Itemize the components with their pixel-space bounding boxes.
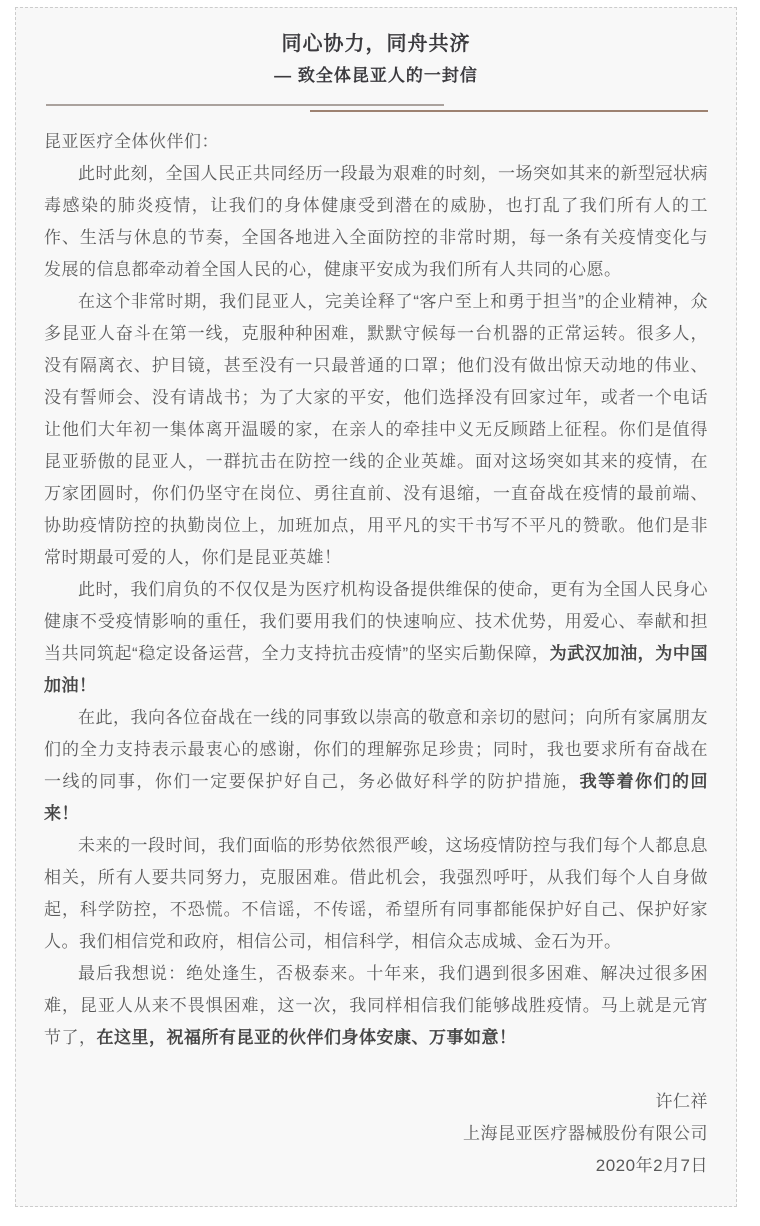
- letter-card: [15, 7, 737, 1207]
- emphasis-text: 为武汉加油，为中国加油！: [44, 644, 709, 695]
- paragraph: [44, 702, 708, 830]
- body-text: 在此，我向各位奋战在一线的同事致以崇高的敬意和亲切的慰问；向所有家属朋友们的全力支持表示最衷心的感谢，你们的理解弥足珍贵；同时，我也要求所有奋战在一线的同事，你们一定要保护好自己，务必做好科学的防护措施，: [44, 708, 708, 791]
- paragraph: [44, 574, 708, 702]
- emphasis-text: 在这里，祝福所有昆亚的伙伴们身体安康、万事如意！: [96, 1028, 517, 1047]
- letter-title: 同心协力，同舟共济: [281, 33, 471, 55]
- title-divider: [44, 104, 708, 114]
- body-text: 在这个非常时期，我们昆亚人，完美诠释了“客户至上和勇于担当”的企业精神，众多昆亚人奋斗在第一线，克服种种困难，默默守候每一台机器的正常运转。很多人，没有隔离衣、护目镜，甚至没有一只最普通的口罩；他们没有做出惊天动地的伟业、没有誓师会、没有请战书；为了大家的平安，他们选择没有回家过年，或者一个电话让他们大年初一集体离开温暖的家，在亲人的牵挂中义无反顾踏上征程。你们是值得昆亚骄傲的昆亚人，一群抗击在防控一线的企业英雄。面对这场突如其来的疫情，在万家团圆时，你们仍坚守在岗位、勇往直前、没有退缩，一直奋战在疫情的最前端、协助疫情防控的执勤岗位上，加班加点，用平凡的实干书写不平凡的赞歌。他们是非常时期最可爱的人，你们是昆亚英雄！: [44, 292, 708, 567]
- salutation: 昆亚医疗全体伙伴们：: [44, 132, 219, 151]
- divider-line-gray: [46, 104, 444, 106]
- divider-line-brown: [310, 110, 708, 112]
- signature-company: 上海昆亚医疗器械股份有限公司: [463, 1124, 708, 1143]
- body-text: 此时，我们肩负的不仅仅是为医疗机构设备提供维保的使命，更有为全国人民身心健康不受疫情影响的重任，我们要用我们的快速响应、技术优势，用爱心、奉献和担当共同筑起“稳定设备运营，全力支持抗击疫情”的坚实后勤保障，: [44, 580, 708, 663]
- body-text: 最后我想说：绝处逢生，否极泰来。十年来，我们遇到很多困难、解决过很多困难，昆亚人从来不畏惧困难，这一次，我同样相信我们能够战胜疫情。马上就是元宵节了，: [44, 964, 708, 1047]
- paragraph: [44, 158, 708, 286]
- letter-subtitle: — 致全体昆亚人的一封信: [274, 66, 478, 85]
- letter-body: [44, 158, 708, 1054]
- body-text: 此时此刻，全国人民正共同经历一段最为艰难的时刻，一场突如其来的新型冠状病毒感染的肺炎疫情，让我们的身体健康受到潜在的威胁，也打乱了我们所有人的工作、生活与休息的节奏，全国各地进入全面防控的非常时期，每一条有关疫情变化与发展的信息都牵动着全国人民的心，健康平安成为我们所有人共同的心愿。: [44, 164, 708, 279]
- signature-date: 2020年2月7日: [595, 1156, 708, 1175]
- paragraph: [44, 830, 708, 958]
- emphasis-text: 我等着你们的回来！: [44, 772, 709, 823]
- paragraph: [44, 286, 708, 574]
- signature-block: [44, 1086, 708, 1182]
- paragraph: [44, 958, 708, 1054]
- signature-name: 许仁祥: [655, 1092, 708, 1111]
- body-text: 未来的一段时间，我们面临的形势依然很严峻，这场疫情防控与我们每个人都息息相关，所有人要共同努力，克服困难。借此机会，我强烈呼吁，从我们每个人自身做起，科学防控，不恐慌。不信谣，不传谣，希望所有同事都能保护好自己、保护好家人。我们相信党和政府，相信公司，相信科学，相信众志成城、金石为开。: [44, 836, 708, 951]
